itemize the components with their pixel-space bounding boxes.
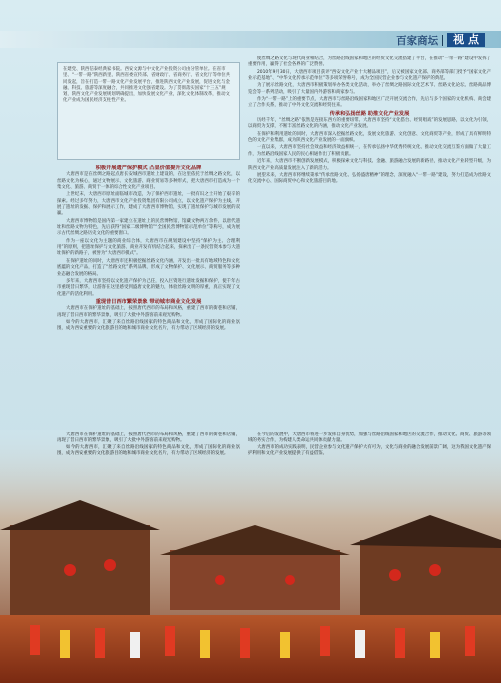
left-paragraph: 大唐西市在保护遗址的基础上，按照唐代西市的布局和风格，重建了西市的街巷和店铺，再现了昔日西市的繁华景象，吸引了大批中外游客前来观光购物。 (57, 306, 240, 318)
lead-text: 在建党、陕西信泰经典家书院。西安文源与中文化产业投资公司由分管单位。在省市里、“一带一路”陕西新里、陕西省委宣传部、省财政厅、省商务厅、省文化厅等单位共同发起，旨在打造一带一路文化产业发展平台，推进陕西文化产业发展，促进文化与金融、科技、旅游等深度融合，共同推进文化强省建设。为了贯彻落实国家“十三五”规划，陕西文化产业发展规划明确提出，加快发展文化产业，深化文化体制改革，推动文化产业成为国民经济支柱性产业。 (63, 67, 231, 104)
right-heading-1: 传承和弘扬丝路 助推文化产业发展 (329, 110, 410, 117)
section-name: 百家商坛 (396, 34, 439, 47)
right-paragraph: 历经千年，“丝绸之路”依然是连接东西方的重要纽带。大唐西市坚持“文化搭台、经贸唱戏”的发展思路，以文化为引领，以商贸为支撑，不断丰富丝路文化的内涵，推动文化产业发展。 (248, 118, 491, 130)
left-paragraph: 作为一座以文化为主题的商业综合体，大唐西市在规划建设中坚持“保护为主、合理利用”的原则，把遗址保护与文化旅游、商业开发有机结合起来，探索出了一条民营资本参与大遗址保护的新路子，被誉为“大唐西市模式”。 (57, 238, 240, 257)
right-paragraph: 近年来，大唐西市不断创新发展模式，积极探索文化与科技、金融、旅游融合发展的新路径，推动文化产业转型升级，为陕西文化产业高质量发展注入了新的活力。 (248, 159, 491, 171)
section-header (396, 33, 485, 47)
left-column-continued (57, 432, 240, 683)
right-paragraph: 大唐西市的成功实践表明，民营企业参与文化遗产保护大有可为，文化与商业的融合发展前景广阔，这为我国文化遗产保护利用和文化产业发展提供了有益借鉴。 (248, 444, 491, 457)
section-badge: 视 点 (447, 33, 485, 47)
left-paragraph: 大唐西市在保护遗址的基础上，按照唐代西市的布局和风格，重建了西市的街巷和店铺，再现了昔日西市的繁华景象，吸引了大批中外游客前来观光购物。 (57, 432, 240, 444)
left-paragraph: 在保护遗址的同时，大唐西市还积极挖掘丝路文化内涵，开发出一批具有地域特色和文化底蕴的文化产品，打造了“丝路文化”系列品牌，形成了文物保护、文化展示、商贸服务等多种业态融合发展的格局。 (57, 258, 240, 277)
right-paragraph: 作为“一带一路”上的重要节点，大唐西市与丝路沿线国家和地区广泛开展交流合作，先后与多个国家的文化机构、商会建立了合作关系，推动了中外文化交流和经贸往来。 (248, 97, 491, 109)
right-paragraph: 在保护和利用遗址的同时，大唐西市深入挖掘丝路文化，发展文化旅游、文化创意、文化商贸等产业，形成了具有鲜明特色的文化产业集群，成为陕西文化产业发展的一面旗帜。 (248, 131, 491, 144)
left-heading-2: 重现昔日西市繁荣景象 带动城市商业文化发展 (95, 298, 202, 305)
left-paragraph: 大唐西市博物馆是国内第一家建立在遗址上的民营博物馆，馆藏文物两万余件，以唐代遗址和丝路文物为特色，先后获得“国家二级博物馆”“全国民营博物馆示范单位”等称号，成为展示古代丝绸之路历史文化的重要窗口。 (57, 218, 240, 237)
lead-paragraph-box (57, 62, 240, 160)
right-paragraph: 在今后的发展中，大唐西市将进一步发挥自身优势，加强与丝路沿线国家和地区的交流合作，推动文化、商贸、旅游等领域的务实合作，为构建人类命运共同体贡献力量。 (248, 432, 491, 444)
header-divider (442, 35, 443, 46)
left-heading-1: 积极开展遗产保护模式 凸显价值提升文化品牌 (95, 165, 202, 171)
right-paragraph: 一直以来，大唐西市坚持社会效益和经济效益相统一，在传承弘扬中华优秀传统文化、推动文化交流互鉴方面做了大量工作，为丝路沿线国家人民的民心相通作出了积极贡献。 (248, 145, 491, 157)
left-paragraph: 如今的大唐西市，汇聚了来自丝路沿线国家的特色商品和文化，形成了国际化的商业氛围，成为西安重要的文化旅游目的地和城市商业文化名片，有力带动了区域经济的发展。 (57, 444, 240, 457)
left-paragraph: 多年来，大唐西市坚持以文化遗产保护为己任，投入巨资进行遗址发掘和保护，使千年古市重现昔日繁华，让游客在这里感受到盛唐文化的魅力，体验丝路文明的厚重，真正实现了文化遗产的活化利用。 (57, 278, 240, 297)
right-paragraph: 使丝绸之路文化与现代商业相结合，为丝路沿线国家和地区的经贸文化交流搭建了平台，在推动“一带一路”建设中发挥了重要作用，赢得了社会各界的广泛赞誉。 (248, 56, 491, 68)
left-paragraph: 大唐西市是在丝绸之路起点唐长安城西市遗址上建设的，在这里依托于丝绸之路文化，以丝路文化为核心，通过文物展示、文化旅游、商业贸易等多种形式，把大唐西市打造成为一个集文化、旅游、商贸于一体的综合性文化产业项目。 (57, 172, 240, 191)
right-paragraph: 2010年9月30日，大唐西市项目获评“西安文化产业十大精品项目”，后又被国家文化部、商务部等部门授予“国家文化产业示范基地”、“中华文化传承示范单位”等多项荣誉称号，成为全国民营企业参与文化遗产保护的典范。 (248, 69, 491, 82)
right-paragraph: 展望未来，大唐西市将继续秉承“传承丝路文化、弘扬盛唐精神”的理念，深度融入“一带一路”建设，努力打造成为丝路文化交流中心、国际商贸中心和文化旅游目的地。 (248, 172, 491, 185)
right-paragraph: 为了展示丝路文化，大唐西市积极策划举办各类文化活动，举办了丝绸之路国际文化艺术节、丝路文化论坛、丝路商品博览会等一系列活动，吸引了大量国内外游客和商家参与。 (248, 83, 491, 95)
left-paragraph: 上世纪末，大唐西市原址面临城市改造，为了保护西市遗址，一批有识之士开始了艰辛的探索。经过多年努力，大唐西市文化产业投资集团有限公司成立，以文化遗产保护为主线，开展了遗址的发掘、保护和展示工作，建成了大唐西市博物馆，实现了遗址保护与城市发展的双赢。 (57, 192, 240, 217)
left-paragraph: 如今的大唐西市，汇聚了来自丝路沿线国家的特色商品和文化，形成了国际化的商业氛围，成为西安重要的文化旅游目的地和城市商业文化名片，有力带动了区域经济的发展。 (57, 319, 240, 332)
right-column-continued (248, 432, 491, 683)
